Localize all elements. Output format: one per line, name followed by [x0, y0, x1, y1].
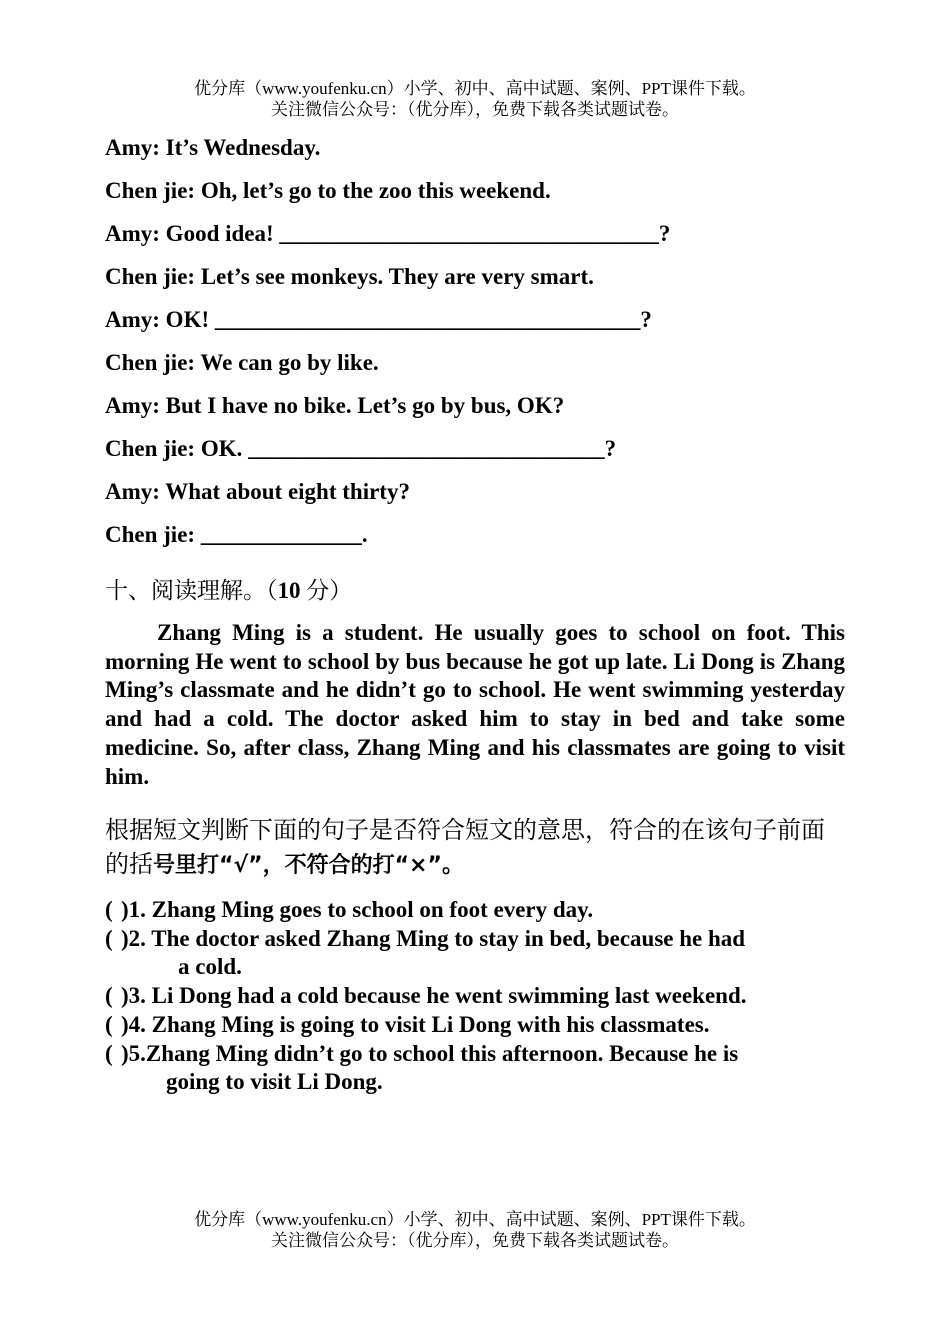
question-text-continued: going to visit Li Dong.	[166, 1069, 383, 1095]
question-item	[105, 1040, 845, 1097]
question-text: )3. Li Dong had a cold because he went swimming last weekend.	[121, 983, 747, 1009]
section-title	[105, 572, 352, 605]
question-text: )4. Zhang Ming is going to visit Li Dong with his classmates.	[121, 1011, 710, 1037]
dialog-line: Amy: It’s Wednesday.	[105, 135, 321, 160]
dialog-line: Amy: OK! _____________________________________?	[105, 307, 652, 332]
question-text: )5.Zhang Ming didn’t go to school this afternoon. Because he is	[121, 1040, 739, 1066]
dialog-line: Amy: But I have no bike. Let’s go by bus, OK?	[105, 393, 565, 418]
question-item	[105, 896, 845, 925]
question-text: )1. Zhang Ming goes to school on foot every day.	[121, 897, 594, 922]
answer-bracket[interactable]: (	[105, 1011, 113, 1037]
reading-passage: Zhang Ming is a student. He usually goes to school on foot. This morning He went to school by bus because he got up late. Li Dong is Zhang Ming’s classmate and he didn’t go to school. He went swimming yesterday and had a cold. The doctor asked him to stay in bed and take some medicine. So, after class, Zhang Ming and his classmates are going to visit him.	[105, 620, 845, 789]
dialog-line: Chen jie: OK. _______________________________?	[105, 436, 617, 461]
dialog-line: Chen jie: Let’s see monkeys. They are very smart.	[105, 264, 594, 289]
footer-line-1: 优分库（www.youfenku.cn）小学、初中、高中试题、案例、PPT课件下载。	[194, 1210, 756, 1229]
page-footer	[0, 1209, 950, 1251]
section-points: 10	[277, 578, 301, 603]
dialog-line: Chen jie: We can go by like.	[105, 350, 379, 375]
instruction-text	[105, 814, 845, 883]
header-line-2: 关注微信公众号：（优分库），免费下载各类试题试卷。	[271, 100, 679, 119]
answer-bracket[interactable]: (	[105, 983, 113, 1009]
dialog-block	[105, 128, 845, 558]
instruction-normal: 根据短文判断下面的句子是否符合短文的意思，符合的在该句子前面的括	[105, 818, 825, 878]
dialog-line: Amy: What about eight thirty?	[105, 479, 410, 504]
dialog-line: Chen jie: Oh, let’s go to the zoo this weekend.	[105, 178, 551, 203]
answer-bracket[interactable]: (	[105, 897, 113, 922]
dialog-line: Chen jie: ______________.	[105, 522, 368, 547]
answer-bracket[interactable]: (	[105, 925, 113, 951]
section-title-prefix: 十、阅读理解。（	[105, 578, 278, 603]
question-item	[105, 982, 845, 1011]
header-line-1: 优分库（www.youfenku.cn）小学、初中、高中试题、案例、PPT课件下载。	[194, 79, 756, 98]
question-text: )2. The doctor asked Zhang Ming to stay in bed, because he had	[121, 925, 746, 951]
section-title-suffix: 分）	[300, 578, 353, 603]
instruction-bold: 号里打“√”，不符合的打“×”。	[153, 853, 464, 878]
question-list	[105, 896, 845, 1097]
page-header	[0, 78, 950, 120]
footer-line-2: 关注微信公众号：（优分库），免费下载各类试题试卷。	[271, 1231, 679, 1250]
question-text-continued: a cold.	[178, 954, 242, 980]
dialog-line: Amy: Good idea! _________________________________?	[105, 221, 671, 246]
answer-bracket[interactable]: (	[105, 1040, 113, 1066]
question-item	[105, 1011, 845, 1040]
question-item	[105, 925, 845, 982]
